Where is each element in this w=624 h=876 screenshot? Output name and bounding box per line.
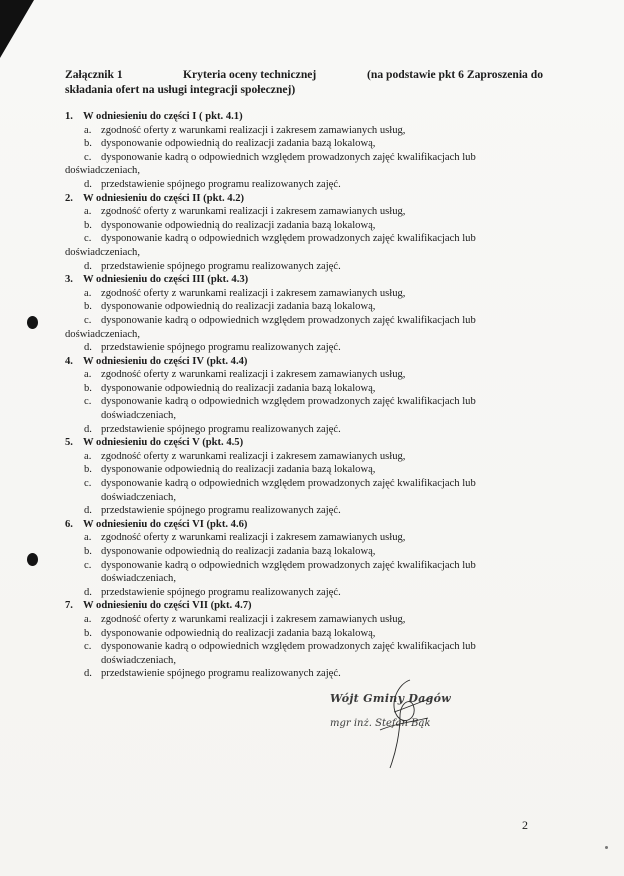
item-text: dysponowanie odpowiednią do realizacji zadania bazą lokalową,: [101, 301, 376, 313]
criteria-item: [65, 545, 543, 559]
section-heading: [65, 110, 543, 124]
section-heading: [65, 518, 543, 532]
item-letter: d.: [84, 178, 92, 190]
criteria-item: [65, 531, 543, 545]
criteria-item: [65, 300, 543, 314]
section-title: W odniesieniu do części II (pkt. 4.2): [83, 192, 245, 204]
item-letter: a.: [84, 613, 92, 625]
item-letter: b.: [84, 546, 92, 557]
item-letter: d.: [84, 423, 92, 435]
item-letter: c.: [84, 478, 92, 490]
section-title: W odniesieniu do części IV (pkt. 4.4): [83, 355, 248, 367]
section-number: 5.: [65, 437, 73, 449]
item-letter: c.: [84, 233, 92, 245]
criteria-item: [65, 341, 543, 355]
item-letter: a.: [84, 369, 92, 381]
criteria-item: [65, 627, 543, 641]
item-text: dysponowanie odpowiednią do realizacji zadania bazą lokalową,: [101, 382, 376, 394]
section-number: 2.: [65, 192, 73, 204]
criteria-item: [65, 613, 543, 627]
stamp-name: mgr inż. Stefan Bąk: [330, 718, 431, 729]
item-letter: b.: [84, 627, 92, 639]
criteria-item: [65, 124, 543, 138]
item-letter: c.: [84, 559, 92, 571]
section-heading: [65, 192, 543, 206]
criteria-item: [65, 395, 543, 409]
section-title: W odniesieniu do części V (pkt. 4.5): [83, 437, 244, 449]
item-letter: b.: [84, 138, 92, 150]
item-text: przedstawienie spójnego programu realizowanych zajęć.: [101, 178, 341, 190]
stamp-title: Wójt Gminy Dagów: [330, 692, 452, 705]
item-letter: d.: [84, 342, 92, 354]
section-number: 6.: [65, 518, 73, 530]
criteria-item: [65, 287, 543, 301]
document-header: [65, 67, 543, 97]
section-title: W odniesieniu do części VI (pkt. 4.6): [83, 518, 248, 530]
criteria-item: [65, 586, 543, 600]
document-title-line2: składania ofert na usługi integracji społecznej): [65, 83, 296, 96]
criteria-item: [65, 219, 543, 233]
item-letter: a.: [84, 450, 92, 462]
item-letter: a.: [84, 287, 92, 299]
item-text-continuation: doświadczeniach,: [101, 410, 177, 422]
item-letter: b.: [84, 301, 92, 313]
section-title: W odniesieniu do części VII (pkt. 4.7): [83, 600, 252, 612]
item-letter: d.: [84, 505, 92, 517]
section-heading: [65, 355, 543, 369]
item-letter: b.: [84, 219, 92, 231]
section-number: 4.: [65, 355, 73, 367]
item-text: dysponowanie odpowiednią do realizacji zadania bazą lokalową,: [101, 219, 376, 231]
section-heading: [65, 599, 543, 613]
item-text: zgodność oferty z warunkami realizacji i zakresem zamawianych usług,: [101, 450, 406, 462]
criteria-item: [65, 137, 543, 151]
criteria-section: [65, 599, 543, 681]
handwritten-signature: [350, 672, 460, 772]
item-text-continuation: doświadczeniach,: [101, 573, 177, 585]
criteria-item: [65, 205, 543, 219]
section-title: W odniesieniu do części I ( pkt. 4.1): [83, 111, 243, 122]
item-text: dysponowanie kadrą o odpowiednich względem prowadzonych zajęć kwalifikacjach lub: [101, 641, 476, 653]
criteria-section: [65, 355, 543, 437]
signature-stamp: [330, 672, 470, 772]
item-letter: a.: [84, 206, 92, 218]
criteria-item: [65, 504, 543, 518]
criteria-item: [65, 463, 543, 477]
item-letter: d.: [84, 586, 92, 598]
item-text: dysponowanie odpowiednią do realizacji zadania bazą lokalową,: [101, 138, 376, 150]
item-text-continuation: doświadczeniach,: [65, 328, 141, 340]
item-text: dysponowanie kadrą o odpowiednich względem prowadzonych zajęć kwalifikacjach lub: [101, 559, 476, 571]
section-heading: [65, 273, 543, 287]
item-text: zgodność oferty z warunkami realizacji i zakresem zamawianych usług,: [101, 369, 406, 381]
criteria-section: [65, 192, 543, 274]
section-number: 1.: [65, 111, 73, 122]
criteria-item: [65, 314, 543, 328]
punch-hole-bottom: [27, 553, 38, 566]
item-text: dysponowanie kadrą o odpowiednich względem prowadzonych zajęć kwalifikacjach lub: [101, 314, 476, 326]
item-text: przedstawienie spójnego programu realizowanych zajęć.: [101, 260, 341, 272]
criteria-item: [65, 368, 543, 382]
item-letter: d.: [84, 668, 92, 680]
item-text: dysponowanie kadrą o odpowiednich względem prowadzonych zajęć kwalifikacjach lub: [101, 396, 476, 408]
item-text-continuation: doświadczeniach,: [65, 165, 141, 177]
item-text: przedstawienie spójnego programu realizowanych zajęć.: [101, 342, 341, 354]
criteria-section: [65, 273, 543, 355]
item-text: dysponowanie odpowiednią do realizacji zadania bazą lokalową,: [101, 546, 376, 557]
criteria-item: [65, 450, 543, 464]
section-number: 7.: [65, 600, 73, 612]
criteria-item: [65, 232, 543, 246]
page-number: 2: [522, 818, 528, 832]
criteria-item: [65, 640, 543, 654]
item-letter: c.: [84, 151, 92, 163]
criteria-item: [65, 559, 543, 573]
item-letter: a.: [84, 532, 92, 544]
item-letter: b.: [84, 382, 92, 394]
item-letter: d.: [84, 260, 92, 272]
item-text: dysponowanie kadrą o odpowiednich względem prowadzonych zajęć kwalifikacjach lub: [101, 478, 476, 490]
criteria-section: [65, 518, 543, 600]
item-text: zgodność oferty z warunkami realizacji i zakresem zamawianych usług,: [101, 206, 406, 218]
item-text-continuation: doświadczeniach,: [101, 491, 177, 503]
item-text: dysponowanie odpowiednią do realizacji zadania bazą lokalową,: [101, 464, 376, 476]
scan-speck: [605, 846, 608, 849]
item-text-continuation: doświadczeniach,: [65, 246, 141, 258]
item-text: przedstawienie spójnego programu realizowanych zajęć.: [101, 423, 341, 435]
criteria-item: [65, 260, 543, 274]
item-letter: a.: [84, 124, 92, 136]
item-text: przedstawienie spójnego programu realizowanych zajęć.: [101, 586, 341, 598]
item-letter: c.: [84, 396, 92, 408]
section-title: W odniesieniu do części III (pkt. 4.3): [83, 274, 249, 286]
criteria-item: [65, 477, 543, 491]
attachment-label: Załącznik 1: [65, 68, 123, 81]
item-text: zgodność oferty z warunkami realizacji i zakresem zamawianych usług,: [101, 613, 406, 625]
item-text: przedstawienie spójnego programu realizowanych zajęć.: [101, 668, 341, 680]
criteria-item: [65, 151, 543, 165]
criteria-section: [65, 110, 543, 192]
item-text: zgodność oferty z warunkami realizacji i zakresem zamawianych usług,: [101, 287, 406, 299]
item-letter: c.: [84, 641, 92, 653]
item-text: dysponowanie odpowiednią do realizacji zadania bazą lokalową,: [101, 627, 376, 639]
criteria-item: [65, 667, 543, 681]
criteria-list: [65, 110, 543, 681]
section-heading: [65, 436, 543, 450]
document-title: Kryteria oceny technicznej: [183, 68, 317, 81]
document-title-suffix: (na podstawie pkt 6 Zaproszenia do: [367, 68, 543, 81]
item-text: zgodność oferty z warunkami realizacji i zakresem zamawianych usług,: [101, 532, 406, 544]
section-number: 3.: [65, 274, 73, 286]
item-text: przedstawienie spójnego programu realizowanych zajęć.: [101, 505, 341, 517]
scan-corner-shadow: [0, 0, 34, 58]
item-text-continuation: doświadczeniach,: [101, 654, 177, 666]
item-text: dysponowanie kadrą o odpowiednich względem prowadzonych zajęć kwalifikacjach lub: [101, 233, 476, 245]
criteria-section: [65, 436, 543, 518]
criteria-item: [65, 382, 543, 396]
criteria-item: [65, 178, 543, 192]
punch-hole-top: [27, 316, 38, 329]
item-text: zgodność oferty z warunkami realizacji i zakresem zamawianych usług,: [101, 124, 406, 136]
item-letter: b.: [84, 464, 92, 476]
item-text: dysponowanie kadrą o odpowiednich względem prowadzonych zajęć kwalifikacjach lub: [101, 151, 476, 163]
item-letter: c.: [84, 314, 92, 326]
criteria-item: [65, 423, 543, 437]
